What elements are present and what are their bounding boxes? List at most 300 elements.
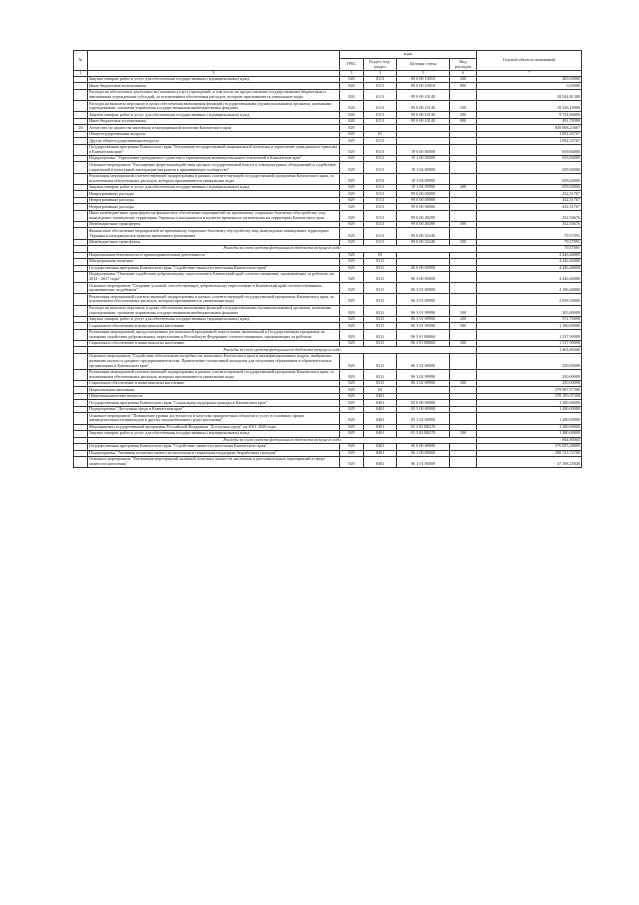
row-name-cell: Основное мероприятие "Содействие обеспечению потребности экономики Камчатского края в квалифицированных кадрах, выбранных развитию малого и среднего предпринимательства. Привлечение талантливой молодежи для получения образования в образовательных организациях в Камчатском крае" (88, 353, 340, 369)
row-number-cell (74, 162, 88, 173)
row-number-cell (74, 305, 88, 316)
row-exp-type-cell: 800 (450, 118, 477, 124)
row-grbs-cell: 829 (340, 444, 364, 450)
row-grbs-cell: 829 (340, 204, 364, 210)
table-row (74, 89, 582, 100)
row-number-cell (74, 144, 88, 155)
row-target-cell: 06 1 00 00000 (397, 450, 450, 456)
row-grbs-cell: 829 (340, 450, 364, 456)
row-number-cell: 20 (74, 125, 88, 131)
row-target-cell: 99 0 00 10140 (397, 118, 450, 124)
row-name-cell: Социальное обеспечение и иные выплаты населению (88, 323, 340, 329)
row-amount-cell: 308 723,72700 (477, 450, 582, 456)
row-section-cell: 0311 (364, 272, 397, 283)
row-number-cell (74, 294, 88, 305)
header-target: Целевая статья (397, 59, 450, 71)
row-name-cell: Мероприятия государственной программы Российской Федерации "Доступная среда" на 2011-2020 годы (88, 424, 340, 430)
row-number-cell (74, 457, 88, 468)
row-amount-cell: 1 280,00000 (477, 406, 582, 412)
row-name-cell: Расходы на обеспечение деятельности (оказание услуг) учреждений, в том числе на предоставление государственным бюджетным и автономным учреждениям субсидий, за исключением обеспечения расходов, которым присваиваются уникальные коды (88, 89, 340, 100)
row-target-cell: 99 0 00 40290 (397, 210, 450, 221)
row-target-cell: 19 1 04 09990 (397, 173, 450, 184)
row-exp-type-cell: 200 (450, 112, 477, 118)
row-amount-cell: 47 108,25640 (477, 457, 582, 468)
row-amount-cell: 379 987,07300 (477, 387, 582, 393)
subtotal-amount: 79,57091 (477, 246, 582, 252)
row-amount-cell: 1 537,90000 (477, 329, 582, 340)
row-grbs-cell: 829 (340, 191, 364, 197)
row-target-cell: 19 0 00 00000 (397, 144, 450, 155)
row-amount-cell: 4 446,40000 (477, 265, 582, 271)
row-exp-type-cell (450, 294, 477, 305)
row-number-cell (74, 283, 88, 294)
row-target-cell: 99 0 00 10140 (397, 89, 450, 100)
row-section-cell: 04 (364, 387, 397, 393)
row-exp-type-cell: 200 (450, 184, 477, 190)
row-name-cell: Основное мероприятие "Расширение форм взаимодействия органов государственной власти и этнокультурных объединений и содействие социальной и культурной интеграции мигрантов в принимающее сообщество" (88, 162, 340, 173)
row-exp-type-cell (450, 162, 477, 173)
row-target-cell: 05 3 00 00000 (397, 406, 450, 412)
row-amount-cell: 432,51767 (477, 197, 582, 203)
row-amount-cell: 352,94676 (477, 221, 582, 227)
row-section-cell: 0401 (364, 450, 397, 456)
row-amount-cell: 18 328,19000 (477, 101, 582, 112)
row-name-cell: Реализация мероприятий соответствующей подпрограммы в рамках соответствующей государственной программы Камчатского края, за исключением обеспеченных расходов, которым присваиваются уникальные коды (88, 294, 340, 305)
row-amount-cell: 491,78300 (477, 118, 582, 124)
row-amount-cell: 659,84000 (477, 173, 582, 184)
row-grbs-cell: 829 (340, 369, 364, 380)
row-name-cell: Другие общегосударственные вопросы (88, 138, 340, 144)
row-section-cell: 0113 (364, 144, 397, 155)
row-exp-type-cell: 200 (450, 76, 477, 82)
row-grbs-cell: 829 (340, 125, 364, 131)
row-name-cell: Закупка товаров, работ и услуг для обеспечения государственных (муниципальных) нужд (88, 184, 340, 190)
row-amount-cell: 1 537,90000 (477, 340, 582, 346)
row-target-cell: 19 1 04 09990 (397, 184, 450, 190)
row-section-cell: 0311 (364, 329, 397, 340)
row-section-cell: 0311 (364, 323, 397, 329)
row-grbs-cell: 829 (340, 228, 364, 239)
row-number-cell (74, 272, 88, 283)
row-grbs-cell: 829 (340, 144, 364, 155)
row-name-cell: Закупка товаров, работ и услуг для обеспечения государственных (муниципальных) нужд (88, 112, 340, 118)
table-row (74, 457, 582, 468)
row-section-cell: 0311 (364, 316, 397, 322)
row-target-cell: 06 3 00 00000 (397, 272, 450, 283)
row-grbs-cell: 829 (340, 197, 364, 203)
subtotal-note: Расходы за счет средств федерального бюджета текущего года (88, 246, 477, 252)
row-grbs-cell: 829 (340, 155, 364, 161)
row-name-cell: Национальная экономика (88, 387, 340, 393)
index-cell: 6 (450, 71, 477, 77)
row-name-cell: Социальное обеспечение и иные выплаты населению (88, 340, 340, 346)
row-name-cell: Межбюджетные трансферты (88, 239, 340, 245)
row-target-cell: 99 0 00 10140 (397, 112, 450, 118)
row-target-cell: 06 3 01 00000 (397, 283, 450, 294)
row-grbs-cell: 829 (340, 406, 364, 412)
row-target-cell: 06 0 00 00000 (397, 265, 450, 271)
row-exp-type-cell (450, 173, 477, 184)
row-section-cell: 0113 (364, 162, 397, 173)
row-amount-cell: 269,05900 (477, 76, 582, 82)
row-grbs-cell: 829 (340, 138, 364, 144)
row-target-cell: 19 1 04 00000 (397, 162, 450, 173)
row-name-cell: Подпрограмма "Активная политика занятости населения и социальная поддержка безработных граждан" (88, 450, 340, 456)
row-section-cell: 0113 (364, 228, 397, 239)
row-exp-type-cell: 500 (450, 221, 477, 227)
row-grbs-cell: 829 (340, 353, 364, 369)
row-name-cell: Государственная программа Камчатского края "Содействие занятости населения Камчатского края" (88, 444, 340, 450)
row-number-cell (74, 89, 88, 100)
row-amount-cell: 1 280,00000 (477, 431, 582, 437)
row-amount-cell: 659,84000 (477, 184, 582, 190)
row-section-cell: 0113 (364, 191, 397, 197)
row-target-cell: 06 3 02 09990 (397, 380, 450, 386)
row-amount-cell: 659,84000 (477, 155, 582, 161)
row-number-cell (74, 228, 88, 239)
row-amount-cell: 1 280,00000 (477, 400, 582, 406)
row-name-cell: Расходы на выплаты персоналу в целях обеспечения выполнения функций государственными (муниципальными) органами, казенными учреждениями, органами управления государственными внебюджетными фондами (88, 305, 340, 316)
row-target-cell: 99 0 00 00000 (397, 204, 450, 210)
row-name-cell: Подпрограмма "Оказание содействия добровольному переселению в Камчатский край соотечественников, проживающих за рубежом, на 2014 - 2017 годы" (88, 272, 340, 283)
row-grbs-cell: 826 (340, 76, 364, 82)
row-amount-cell: 376 055,48000 (477, 444, 582, 450)
row-grbs-cell: 829 (340, 323, 364, 329)
row-amount-cell: 9 724,84000 (477, 112, 582, 118)
row-section-cell: 0113 (364, 210, 397, 221)
row-target-cell: 06 3 01 R0860 (397, 329, 450, 340)
row-exp-type-cell: 300 (450, 380, 477, 386)
row-exp-type-cell: 100 (450, 101, 477, 112)
row-name-cell: Государственная программа Камчатского края "Социальная поддержка граждан в Камчатском крае" (88, 400, 340, 406)
row-exp-type-cell (450, 329, 477, 340)
row-name-cell: Государственная программа Камчатского края "Реализация государственной национальной политики и укрепление гражданского единства в Камчатском крае" (88, 144, 340, 155)
row-grbs-cell: 829 (340, 221, 364, 227)
row-target-cell: 99 0 00 40290 (397, 221, 450, 227)
row-target-cell: 99 0 00 00000 (397, 197, 450, 203)
table-row (74, 173, 582, 184)
row-exp-type-cell (450, 413, 477, 424)
row-name-cell: Иные бюджетные ассигнования (88, 118, 340, 124)
row-exp-type-cell: 300 (450, 323, 477, 329)
row-exp-type-cell (450, 353, 477, 369)
row-target-cell: 99 0 00 52240 (397, 228, 450, 239)
row-exp-type-cell (450, 457, 477, 468)
table-row (74, 305, 582, 316)
row-amount-cell: 659,84000 (477, 162, 582, 173)
row-section-cell: 0113 (364, 204, 397, 210)
row-amount-cell: 572,70000 (477, 316, 582, 322)
index-cell: 5 (397, 71, 450, 77)
row-name-cell: Закупка товаров, работ и услуг для обеспечения государственных (муниципальных) нужд (88, 316, 340, 322)
row-section-cell: 0401 (364, 400, 397, 406)
row-grbs-cell: 829 (340, 265, 364, 271)
row-name-cell: Общегосударственные вопросы (88, 131, 340, 137)
row-target-cell: 05 3 02 00000 (397, 413, 450, 424)
row-grbs-cell: 829 (340, 413, 364, 424)
row-grbs-cell: 829 (340, 294, 364, 305)
row-grbs-cell: 829 (340, 340, 364, 346)
row-grbs-cell: 826 (340, 112, 364, 118)
row-target-cell: 06 3 01 09990 (397, 323, 450, 329)
row-amount-cell: 250,00000 (477, 369, 582, 380)
row-number-cell (74, 413, 88, 424)
subtotal-amount: 1 465,80000 (477, 347, 582, 353)
row-amount-cell: 0,20000 (477, 83, 582, 89)
row-exp-type-cell: 800 (450, 83, 477, 89)
row-section-cell: 0401 (364, 424, 397, 430)
row-name-cell: Реализация мероприятий соответствующей подпрограммы в рамках соответствующей государственной программы Камчатского края, за исключением обеспеченных расходов, которым присваиваются уникальные коды (88, 173, 340, 184)
table-body (74, 76, 582, 467)
table-row (74, 162, 582, 173)
row-grbs-cell: 829 (340, 305, 364, 316)
row-section-cell: 01 (364, 131, 397, 137)
row-amount-cell: 4 196,40000 (477, 283, 582, 294)
row-grbs-cell: 829 (340, 252, 364, 258)
row-exp-type-cell (450, 144, 477, 155)
row-section-cell: 0113 (364, 138, 397, 144)
row-section-cell: 0113 (364, 83, 397, 89)
row-amount-cell: 79,57091 (477, 228, 582, 239)
row-name-cell: Непрограммные расходы (88, 197, 340, 203)
row-section-cell: 0311 (364, 283, 397, 294)
header-section: Раздел, под-раздел (364, 59, 397, 71)
table-row (74, 413, 582, 424)
table-row (74, 283, 582, 294)
row-section-cell: 0113 (364, 221, 397, 227)
row-name-cell: Иные межбюджетные трансферты на финансовое обеспечение мероприятий по временному социально-бытовому обустройству лиц, вынужденно покинувших территорию Украины и находящихся в пунктах временного размещения на территории Камчатского края (88, 210, 340, 221)
row-name-cell: Основное мероприятие "Создание условий, способствующих добровольному переселению в Камчатский край соотечественников, проживающих за рубежом" (88, 283, 340, 294)
row-target-cell: 99 0 00 10140 (397, 101, 450, 112)
row-name-cell: Агентство по занятости населения и миграционной политике Камчатского края (88, 125, 340, 131)
row-name-cell: Закупка товаров, работ и услуг для обеспечения государственных (муниципальных) нужд (88, 76, 340, 82)
row-amount-cell: 849 908,23067 (477, 125, 582, 131)
row-name-cell: Финансовое обеспечение мероприятий по временному социально-бытовому обустройству лиц, вынужденно покинувших территорию Украины и находящихся в пунктах временного размещения (88, 228, 340, 239)
row-amount-cell: 305,80000 (477, 305, 582, 316)
row-name-cell: Расходы на выплаты персоналу в целях обеспечения выполнения функций государственными (муниципальными) органами, казенными учреждениями, органами управления государственными внебюджетными фондами (88, 101, 340, 112)
row-grbs-cell: 829 (340, 131, 364, 137)
row-grbs-cell: 829 (340, 316, 364, 322)
row-exp-type-cell: 200 (450, 431, 477, 437)
header-grbs: ГРБС (340, 59, 364, 71)
row-name-cell: Реализация мероприятий соответствующей подпрограммы в рамках соответствующей государственной программы Камчатского края, за исключением обеспеченных расходов, которым присваиваются уникальные коды (88, 369, 340, 380)
row-name-cell: Непрограммные расходы (88, 204, 340, 210)
table-row (74, 294, 582, 305)
table-header (74, 51, 582, 77)
row-exp-type-cell (450, 283, 477, 294)
row-number-cell (74, 329, 88, 340)
row-grbs-cell: 829 (340, 283, 364, 294)
index-cell: 3 (340, 71, 364, 77)
row-amount-cell: 28 544,81300 (477, 89, 582, 100)
row-name-cell: Межбюджетные трансферты (88, 221, 340, 227)
row-name-cell: Подпрограмма "Укрепление гражданского единства и гармонизация межнациональных отношений в Камчатском крае" (88, 155, 340, 161)
row-section-cell: 0113 (364, 76, 397, 82)
subtotal-note: Расходы за счет средств федерального бюджета текущего года (88, 437, 477, 443)
row-grbs-cell: 826 (340, 83, 364, 89)
row-section-cell: 0113 (364, 239, 397, 245)
row-target-cell: 06 3 02 09990 (397, 369, 450, 380)
row-amount-cell: 352,94676 (477, 210, 582, 221)
row-section-cell: 0401 (364, 406, 397, 412)
row-target-cell: 06 3 01 09990 (397, 316, 450, 322)
row-amount-cell: 4 446,40000 (477, 259, 582, 265)
index-cell: 1 (74, 71, 88, 77)
row-target-cell: 99 0 00 10010 (397, 83, 450, 89)
row-section-cell: 0113 (364, 112, 397, 118)
row-grbs-cell: 829 (340, 400, 364, 406)
row-amount-cell: 432,51767 (477, 204, 582, 210)
row-target-cell: 05 0 00 00000 (397, 400, 450, 406)
row-grbs-cell: 829 (340, 393, 364, 399)
row-section-cell: 0113 (364, 118, 397, 124)
table-row (74, 228, 582, 239)
row-exp-type-cell (450, 210, 477, 221)
row-name-cell: Социальное обеспечение и иные выплаты населению (88, 380, 340, 386)
row-section-cell: 0113 (364, 155, 397, 161)
header-codes: коды (340, 51, 477, 59)
row-number-cell (74, 369, 88, 380)
row-section-cell: 0311 (364, 369, 397, 380)
row-target-cell: 06 1 01 00000 (397, 457, 450, 468)
row-section-cell: 0311 (364, 340, 397, 346)
row-exp-type-cell: 200 (450, 316, 477, 322)
row-amount-cell: 1 280,00000 (477, 413, 582, 424)
row-section-cell: 0311 (364, 294, 397, 305)
row-amount-cell: 250,00000 (477, 380, 582, 386)
row-exp-type-cell: 500 (450, 239, 477, 245)
row-name-cell: Реализация мероприятий, предусмотренных региональной программой переселения, включенной в Государственную программу по оказанию содействия добровольному переселению в Российскую Федерацию соотечественников, проживающих за рубежом (88, 329, 340, 340)
row-exp-type-cell: 300 (450, 340, 477, 346)
row-amount-cell: 250,00000 (477, 353, 582, 369)
table-row (74, 329, 582, 340)
row-grbs-cell: 826 (340, 118, 364, 124)
table-row (74, 101, 582, 112)
row-amount-cell: 659,84000 (477, 144, 582, 155)
row-target-cell: 05 3 02 R0270 (397, 431, 450, 437)
index-cell: 7 (477, 71, 582, 77)
row-grbs-cell: 829 (340, 431, 364, 437)
row-section-cell: 03 (364, 252, 397, 258)
row-amount-cell: 432,51767 (477, 191, 582, 197)
table-row (74, 353, 582, 369)
row-number-cell (74, 173, 88, 184)
row-grbs-cell: 829 (340, 424, 364, 430)
row-grbs-cell: 829 (340, 259, 364, 265)
row-name-cell: Закупка товаров, работ и услуг для обеспечения государственных (муниципальных) нужд (88, 431, 340, 437)
row-name-cell: Государственная программа Камчатского края "Содействие занятости населения Камчатского края" (88, 265, 340, 271)
row-name-cell: Основное мероприятие "Реализация мероприятий активной политики занятости населения и дополнительных мероприятий в сфере занятости населения" (88, 457, 340, 468)
row-grbs-cell: 829 (340, 272, 364, 283)
row-amount-cell: 378 185,07300 (477, 393, 582, 399)
row-section-cell: 0311 (364, 305, 397, 316)
row-grbs-cell: 829 (340, 380, 364, 386)
row-target-cell: 99 0 00 52240 (397, 239, 450, 245)
row-name-cell: Национальная безопасность и правоохранительная деятельность (88, 252, 340, 258)
row-section-cell: 0113 (364, 89, 397, 100)
row-grbs-cell: 829 (340, 239, 364, 245)
row-name-cell: Общеэкономические вопросы (88, 393, 340, 399)
row-target-cell: 06 0 00 00000 (397, 444, 450, 450)
header-exp-type: Вид расходов (450, 59, 477, 71)
row-target-cell: 06 3 01 09990 (397, 305, 450, 316)
subtotal-amount: 844,80000 (477, 437, 582, 443)
row-section-cell: 0311 (364, 380, 397, 386)
row-grbs-cell: 829 (340, 329, 364, 340)
row-exp-type-cell (450, 89, 477, 100)
table-row (74, 144, 582, 155)
row-name-cell: Непрограммные расходы (88, 191, 340, 197)
row-name-cell: Иные бюджетные ассигнования (88, 83, 340, 89)
row-section-cell: 0311 (364, 259, 397, 265)
row-section-cell: 0401 (364, 457, 397, 468)
row-section-cell: 0113 (364, 197, 397, 203)
row-number-cell (74, 210, 88, 221)
row-grbs-cell: 829 (340, 162, 364, 173)
row-number-cell (74, 353, 88, 369)
row-amount-cell: 1 180,00000 (477, 323, 582, 329)
row-exp-type-cell (450, 369, 477, 380)
row-target-cell: 06 3 02 00000 (397, 353, 450, 369)
row-amount-cell: 2 658,50000 (477, 294, 582, 305)
row-grbs-cell: 829 (340, 387, 364, 393)
row-grbs-cell: 829 (340, 210, 364, 221)
budget-table (73, 50, 582, 468)
row-name-cell: Миграционная политика (88, 259, 340, 265)
row-amount-cell: 79,57091 (477, 239, 582, 245)
row-exp-type-cell: 100 (450, 305, 477, 316)
header-annual: Годовой объем ассигнований (477, 51, 582, 71)
row-amount-cell: 1 280,00000 (477, 424, 582, 430)
row-number-cell (74, 101, 88, 112)
row-section-cell: 0113 (364, 173, 397, 184)
row-target-cell: 19 1 00 00000 (397, 155, 450, 161)
row-amount-cell: 1 092,35767 (477, 138, 582, 144)
header-name (88, 51, 340, 71)
row-amount-cell: 4 446,40000 (477, 272, 582, 283)
row-section-cell: 0113 (364, 101, 397, 112)
row-amount-cell: 1 092,35767 (477, 131, 582, 137)
table-row (74, 210, 582, 221)
row-name-cell: Подпрограмма "Доступная среда в Камчатском крае" (88, 406, 340, 412)
subtotal-note: Расходы за счет средств федерального бюджета текущего года (88, 347, 477, 353)
row-section-cell: 0401 (364, 413, 397, 424)
row-exp-type-cell (450, 272, 477, 283)
row-section-cell: 0401 (364, 444, 397, 450)
row-target-cell: 99 0 00 00000 (397, 191, 450, 197)
row-section-cell: 0113 (364, 184, 397, 190)
table-row (74, 272, 582, 283)
row-name-cell: Основное мероприятие "Повышение уровня доступности и качества приоритетных объектов и услуг в основных сферах жизнедеятельности инвалидов и других маломобильных групп населения" (88, 413, 340, 424)
row-grbs-cell: 829 (340, 184, 364, 190)
row-grbs-cell: 829 (340, 173, 364, 184)
row-section-cell: 0311 (364, 265, 397, 271)
row-target-cell: 99 0 00 10010 (397, 76, 450, 82)
row-exp-type-cell (450, 228, 477, 239)
header-no: № (74, 51, 88, 71)
row-target-cell: 06 3 01 R0860 (397, 340, 450, 346)
row-section-cell: 0401 (364, 393, 397, 399)
row-section-cell: 0311 (364, 353, 397, 369)
table-row (74, 369, 582, 380)
row-grbs-cell: 826 (340, 101, 364, 112)
row-grbs-cell: 829 (340, 457, 364, 468)
index-cell: 2 (88, 71, 340, 77)
row-grbs-cell: 826 (340, 89, 364, 100)
row-amount-cell: 4 446,40000 (477, 252, 582, 258)
row-target-cell: 05 3 02 R0270 (397, 424, 450, 430)
row-section-cell: 0401 (364, 431, 397, 437)
